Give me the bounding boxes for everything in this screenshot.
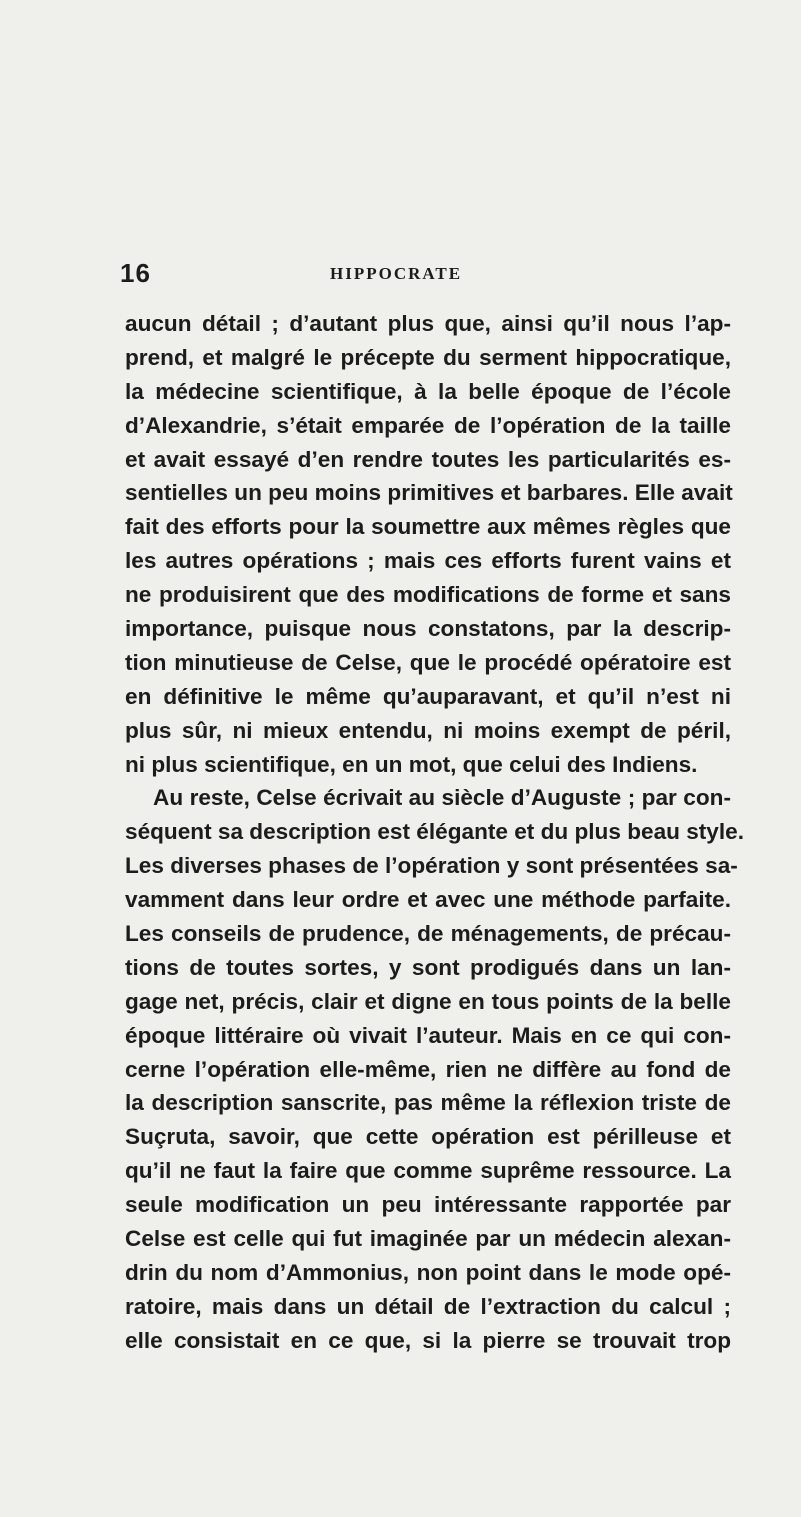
text-line: vamment dans leur ordre et avec une méthode parfaite. [125,887,731,913]
text-line: gage net, précis, clair et digne en tous points de la belle [125,988,731,1014]
text-line: en définitive le même qu’auparavant, et qu’il n’est ni [125,683,731,709]
running-head [120,258,720,294]
text-line: époque littéraire où vivait l’auteur. Mais en ce qui con- [125,1022,731,1048]
body-text [125,307,744,1358]
text-line: elle consistait en ce que, si la pierre se trouvait trop [125,1327,731,1353]
text-line: d’Alexandrie, s’était emparée de l’opération de la taille [125,412,731,438]
text-line: ni plus scientifique, en un mot, que celui des Indiens. [125,751,698,777]
text-line: Les conseils de prudence, de ménagements, de précau- [125,921,731,947]
text-line: aucun détail ; d’autant plus que, ainsi qu’il nous l’ap- [125,311,731,336]
text-line: séquent sa description est élégante et du plus beau style. [125,819,744,845]
text-line: plus sûr, ni mieux entendu, ni moins exempt de péril, [125,717,731,743]
text-line: seule modification un peu intéressante rapportée par [125,1192,731,1218]
text-line: les autres opérations ; mais ces efforts furent vains et [125,548,731,574]
text-line: et avait essayé d’en rendre toutes les particularités es- [125,446,731,472]
text-line: Suçruta, savoir, que cette opération est périlleuse et [125,1124,731,1150]
text-line: Celse est celle qui fut imaginée par un médecin alexan- [125,1226,731,1252]
text-line: ne produisirent que des modifications de forme et sans [125,582,731,608]
text-line: prend, et malgré le précepte du serment hippocratique, [125,344,731,370]
text-line: ratoire, mais dans un détail de l’extraction du calcul ; [125,1293,731,1319]
page-number: 16 [120,258,151,288]
text-line: fait des efforts pour la soumettre aux mêmes règles que [125,514,731,540]
running-title: HIPPOCRATE [330,264,463,283]
text-line: Les diverses phases de l’opération y sont présentées sa- [125,853,738,879]
text-line: drin du nom d’Ammonius, non point dans le mode opé- [125,1259,731,1285]
text-line: cerne l’opération elle-même, rien ne diffère au fond de [125,1056,731,1082]
paragraph-start-line: Au reste, Celse écrivait au siècle d’Auguste ; par con- [153,785,731,811]
text-line: tions de toutes sortes, y sont prodigués dans un lan- [125,954,731,980]
text-line: qu’il ne faut la faire que comme suprême ressource. La [125,1158,731,1184]
text-line: la médecine scientifique, à la belle époque de l’école [125,378,731,404]
text-line: importance, puisque nous constatons, par la descrip- [125,616,731,642]
text-line: sentielles un peu moins primitives et barbares. Elle avait [125,480,733,506]
text-line: tion minutieuse de Celse, que le procédé opératoire est [125,649,731,675]
text-line: la description sanscrite, pas même la réflexion triste de [125,1090,731,1116]
